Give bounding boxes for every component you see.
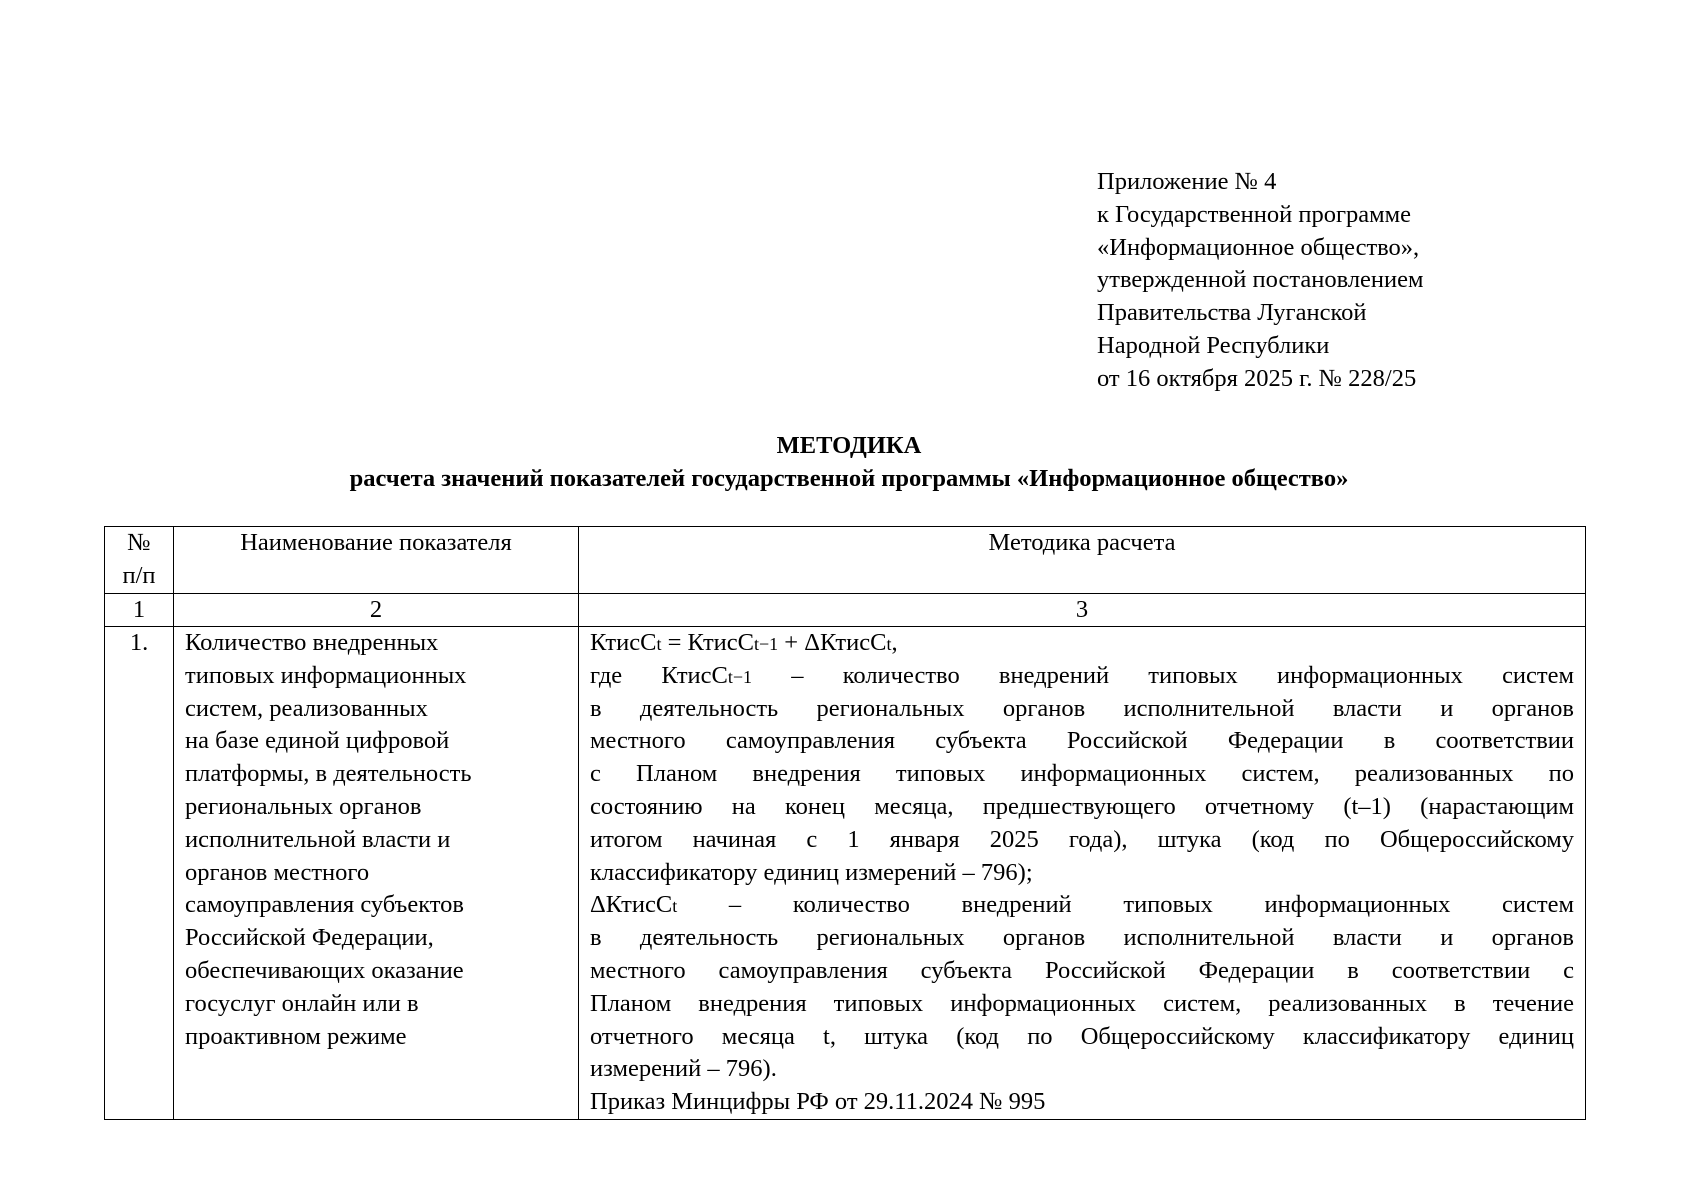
definition-line: с Планом внедрения типовых информационных систем, реализованных по	[590, 760, 1574, 788]
approval-line: к Государственной программе	[1097, 200, 1412, 228]
header-method: Методика расчета	[579, 527, 1586, 594]
definition-line: классификатору единиц измерений – 796);	[590, 858, 1033, 886]
formula-subscript: t	[656, 634, 662, 654]
indicator-name-line: исполнительной власти и	[185, 825, 451, 853]
definition-line: итогом начиная с 1 января 2025 года), штука (код по Общероссийскому	[590, 825, 1574, 853]
formula-subscript: t−1	[754, 634, 779, 654]
formula-operator: +	[778, 629, 805, 656]
methodology-table	[104, 526, 1586, 1120]
definition-line: Планом внедрения типовых информационных систем, реализованных в течение	[590, 989, 1574, 1017]
indicator-name-line: органов местного	[185, 858, 370, 886]
row-number: 1.	[105, 627, 174, 1120]
definition-subscript: t	[672, 896, 678, 917]
definition-where: где	[590, 661, 662, 689]
definition-line: отчетного месяца t, штука (код по Общероссийскому классификатору единиц	[590, 1022, 1574, 1050]
formula-operator: =	[661, 629, 688, 656]
definition-subscript: t−1	[727, 666, 753, 687]
column-number: 3	[579, 594, 1586, 627]
table-row	[105, 627, 1586, 1120]
approval-line: Приложение № 4	[1097, 168, 1277, 195]
formula-term: ΔКтисС	[804, 629, 887, 656]
indicator-name-line: платформы, в деятельность	[185, 760, 472, 788]
header-number-line: п/п	[122, 561, 156, 589]
definition-dash: –	[677, 891, 793, 919]
indicator-name-line: типовых информационных	[185, 661, 467, 689]
indicator-name-line: региональных органов	[185, 792, 422, 820]
definition-text: количество внедрений типовых информационных систем	[842, 661, 1575, 689]
approval-line: «Информационное общество»,	[1097, 233, 1420, 261]
formula-subscript: t	[886, 634, 892, 654]
approval-block	[1097, 166, 1424, 396]
definition-line	[590, 660, 1574, 693]
definition-line: состоянию на конец месяца, предшествующего отчетному (t–1) (нарастающим	[590, 792, 1574, 820]
indicator-name-line: систем, реализованных	[185, 694, 428, 722]
column-number-row	[105, 594, 1586, 627]
indicator-name-lines	[174, 627, 578, 1053]
definition-line	[590, 889, 1574, 922]
indicator-name-line: проактивном режиме	[185, 1022, 407, 1050]
column-number: 1	[105, 594, 174, 627]
definition-line: местного самоуправления субъекта Российской Федерации в соответствии	[590, 727, 1574, 755]
definition-term: КтисС	[661, 661, 728, 689]
formula-term: КтисС	[687, 629, 754, 656]
formula-term: КтисС	[590, 629, 657, 656]
definition-dash: –	[752, 661, 843, 689]
header-number-line: №	[127, 529, 151, 556]
definition-line: местного самоуправления субъекта Российской Федерации в соответствии с	[590, 956, 1574, 984]
header-number	[105, 527, 174, 594]
definition-line: в деятельность региональных органов исполнительной власти и органов	[590, 694, 1574, 722]
indicator-name-line: Российской Федерации,	[185, 924, 434, 952]
formula-operator: ,	[891, 629, 898, 656]
column-number: 2	[174, 594, 579, 627]
indicator-name-line: госуслуг онлайн или в	[185, 989, 419, 1017]
table-header-row	[105, 527, 1586, 594]
calculation-method	[579, 627, 1586, 1120]
formula-line	[590, 627, 1574, 660]
definition-line: в деятельность региональных органов исполнительной власти и органов	[590, 924, 1574, 952]
definition-line: измерений – 796).	[590, 1055, 777, 1083]
indicator-name-line: обеспечивающих оказание	[185, 956, 464, 984]
indicator-name-line: самоуправления субъектов	[185, 891, 464, 919]
definition-term: ΔКтисС	[590, 891, 673, 919]
document-subtitle: расчета значений показателей государственной программы «Информационное общество»	[349, 465, 1349, 492]
approval-line: Народной Республики	[1097, 331, 1330, 359]
approval-line: утвержденной постановлением	[1097, 266, 1424, 294]
header-name: Наименование показателя	[174, 527, 579, 594]
document-title: МЕТОДИКА	[776, 432, 922, 459]
definition-text: количество внедрений типовых информационных систем	[792, 891, 1574, 919]
source-reference: Приказ Минцифры РФ от 29.11.2024 № 995	[590, 1088, 1046, 1116]
indicator-name	[174, 627, 579, 1120]
approval-line: от 16 октября 2025 г. № 228/25	[1097, 364, 1417, 392]
indicator-name-line: на базе единой цифровой	[185, 727, 450, 755]
approval-line: Правительства Луганской	[1097, 299, 1367, 327]
indicator-name-line: Количество внедренных	[185, 629, 439, 656]
